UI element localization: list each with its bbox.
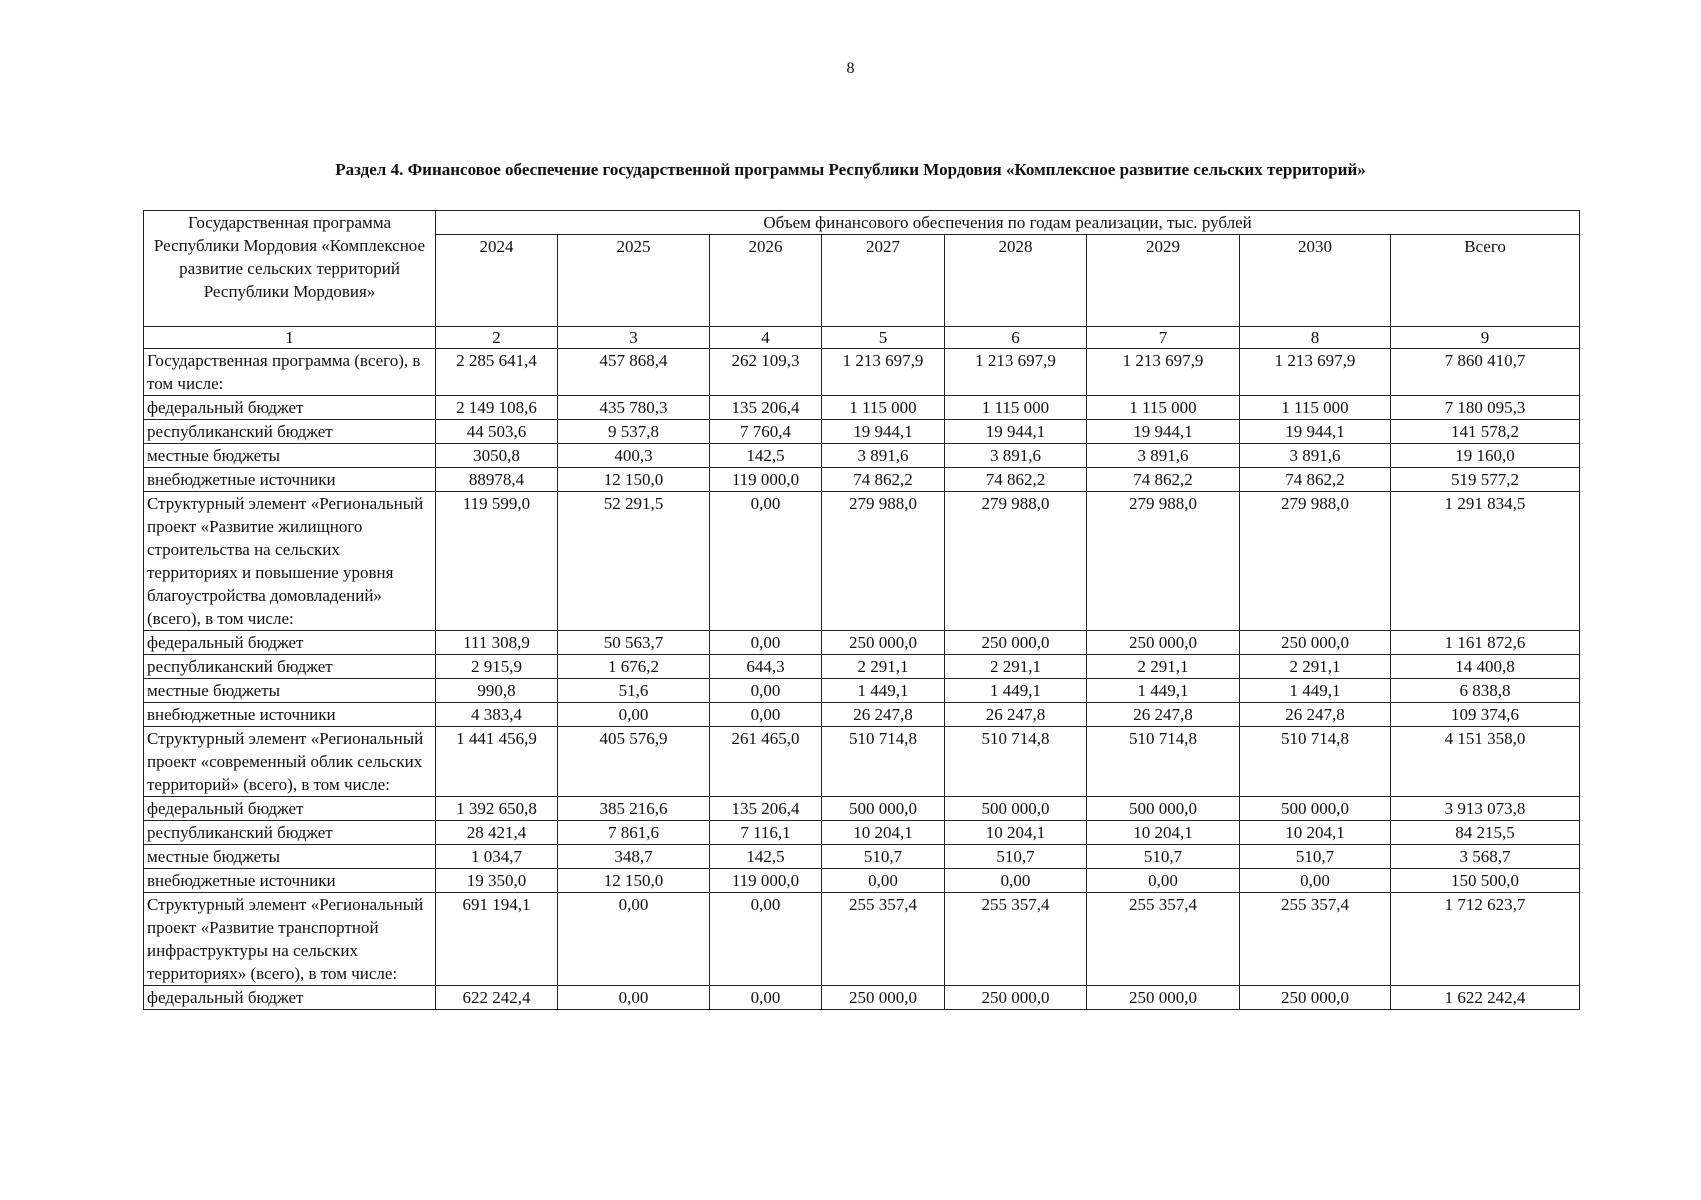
value-cell: 0,00 <box>710 986 822 1010</box>
value-cell: 400,3 <box>558 444 710 468</box>
value-cell: 10 204,1 <box>945 821 1087 845</box>
value-cell: 4 151 358,0 <box>1391 727 1580 797</box>
value-cell: 500 000,0 <box>822 797 945 821</box>
value-cell: 1 115 000 <box>822 396 945 420</box>
value-cell: 1 449,1 <box>822 679 945 703</box>
value-cell: 0,00 <box>710 679 822 703</box>
row-label: федеральный бюджет <box>144 631 436 655</box>
value-cell: 250 000,0 <box>1087 631 1240 655</box>
value-cell: 1 161 872,6 <box>1391 631 1580 655</box>
value-cell: 109 374,6 <box>1391 703 1580 727</box>
value-cell: 150 500,0 <box>1391 869 1580 893</box>
row-label: федеральный бюджет <box>144 797 436 821</box>
value-cell: 119 599,0 <box>436 492 558 631</box>
value-cell: 0,00 <box>710 703 822 727</box>
value-cell: 990,8 <box>436 679 558 703</box>
year-header: 2026 <box>710 235 822 327</box>
column-number: 9 <box>1391 327 1580 349</box>
value-cell: 255 357,4 <box>1240 893 1391 986</box>
value-cell: 6 838,8 <box>1391 679 1580 703</box>
table-row <box>144 349 1580 396</box>
value-cell: 261 465,0 <box>710 727 822 797</box>
value-cell: 74 862,2 <box>1087 468 1240 492</box>
value-cell: 0,00 <box>710 492 822 631</box>
value-cell: 1 034,7 <box>436 845 558 869</box>
value-cell: 1 392 650,8 <box>436 797 558 821</box>
value-cell: 250 000,0 <box>1240 631 1391 655</box>
row-label: внебюджетные источники <box>144 468 436 492</box>
value-cell: 2 285 641,4 <box>436 349 558 396</box>
value-cell: 691 194,1 <box>436 893 558 986</box>
value-cell: 510,7 <box>1087 845 1240 869</box>
value-cell: 250 000,0 <box>1240 986 1391 1010</box>
value-cell: 135 206,4 <box>710 797 822 821</box>
value-cell: 2 291,1 <box>822 655 945 679</box>
row-label: республиканский бюджет <box>144 655 436 679</box>
financing-table <box>143 210 1580 1010</box>
value-cell: 435 780,3 <box>558 396 710 420</box>
value-cell: 3 891,6 <box>945 444 1087 468</box>
value-cell: 12 150,0 <box>558 869 710 893</box>
section-title: Раздел 4. Финансовое обеспечение государственной программы Республики Мордовия «Комплексное развитие сельских территорий» <box>335 160 1366 179</box>
row-label: федеральный бюджет <box>144 986 436 1010</box>
year-header: 2029 <box>1087 235 1240 327</box>
value-cell: 2 291,1 <box>1087 655 1240 679</box>
value-cell: 510 714,8 <box>822 727 945 797</box>
row-label: Государственная программа (всего), в том числе: <box>144 349 436 396</box>
value-cell: 84 215,5 <box>1391 821 1580 845</box>
row-label: республиканский бюджет <box>144 420 436 444</box>
column-number-row <box>144 327 1580 349</box>
table-row <box>144 396 1580 420</box>
value-cell: 0,00 <box>945 869 1087 893</box>
year-header: 2024 <box>436 235 558 327</box>
table-row <box>144 631 1580 655</box>
value-cell: 1 712 623,7 <box>1391 893 1580 986</box>
column-number: 7 <box>1087 327 1240 349</box>
value-cell: 385 216,6 <box>558 797 710 821</box>
value-cell: 1 449,1 <box>1087 679 1240 703</box>
value-cell: 19 944,1 <box>945 420 1087 444</box>
value-cell: 7 760,4 <box>710 420 822 444</box>
value-cell: 1 115 000 <box>1087 396 1240 420</box>
value-cell: 12 150,0 <box>558 468 710 492</box>
value-cell: 26 247,8 <box>1240 703 1391 727</box>
value-cell: 1 622 242,4 <box>1391 986 1580 1010</box>
value-cell: 1 213 697,9 <box>945 349 1087 396</box>
table-row <box>144 655 1580 679</box>
value-cell: 1 441 456,9 <box>436 727 558 797</box>
value-cell: 262 109,3 <box>710 349 822 396</box>
table-row <box>144 821 1580 845</box>
value-cell: 119 000,0 <box>710 468 822 492</box>
column-number: 2 <box>436 327 558 349</box>
table-row <box>144 727 1580 797</box>
value-cell: 26 247,8 <box>945 703 1087 727</box>
value-cell: 111 308,9 <box>436 631 558 655</box>
volume-header: Объем финансового обеспечения по годам реализации, тыс. рублей <box>436 211 1580 235</box>
value-cell: 279 988,0 <box>1240 492 1391 631</box>
value-cell: 348,7 <box>558 845 710 869</box>
row-label: внебюджетные источники <box>144 869 436 893</box>
column-number: 4 <box>710 327 822 349</box>
value-cell: 7 116,1 <box>710 821 822 845</box>
row-label: местные бюджеты <box>144 679 436 703</box>
value-cell: 7 860 410,7 <box>1391 349 1580 396</box>
year-header: 2025 <box>558 235 710 327</box>
value-cell: 279 988,0 <box>945 492 1087 631</box>
value-cell: 19 944,1 <box>822 420 945 444</box>
value-cell: 1 213 697,9 <box>1087 349 1240 396</box>
value-cell: 119 000,0 <box>710 869 822 893</box>
table-row <box>144 468 1580 492</box>
value-cell: 2 291,1 <box>1240 655 1391 679</box>
value-cell: 510,7 <box>822 845 945 869</box>
value-cell: 500 000,0 <box>1240 797 1391 821</box>
value-cell: 7 861,6 <box>558 821 710 845</box>
value-cell: 1 449,1 <box>945 679 1087 703</box>
value-cell: 510 714,8 <box>945 727 1087 797</box>
table-row <box>144 869 1580 893</box>
value-cell: 250 000,0 <box>1087 986 1240 1010</box>
table-row <box>144 444 1580 468</box>
value-cell: 10 204,1 <box>1240 821 1391 845</box>
value-cell: 44 503,6 <box>436 420 558 444</box>
table-row <box>144 492 1580 631</box>
value-cell: 4 383,4 <box>436 703 558 727</box>
value-cell: 255 357,4 <box>945 893 1087 986</box>
row-label: республиканский бюджет <box>144 821 436 845</box>
column-number: 3 <box>558 327 710 349</box>
value-cell: 142,5 <box>710 845 822 869</box>
value-cell: 0,00 <box>558 893 710 986</box>
value-cell: 135 206,4 <box>710 396 822 420</box>
value-cell: 19 350,0 <box>436 869 558 893</box>
value-cell: 1 676,2 <box>558 655 710 679</box>
value-cell: 622 242,4 <box>436 986 558 1010</box>
value-cell: 10 204,1 <box>822 821 945 845</box>
value-cell: 1 213 697,9 <box>822 349 945 396</box>
table-body <box>144 349 1580 1010</box>
value-cell: 0,00 <box>710 631 822 655</box>
value-cell: 1 449,1 <box>1240 679 1391 703</box>
value-cell: 1 213 697,9 <box>1240 349 1391 396</box>
value-cell: 510 714,8 <box>1087 727 1240 797</box>
value-cell: 14 400,8 <box>1391 655 1580 679</box>
year-header: 2030 <box>1240 235 1391 327</box>
row-label: внебюджетные источники <box>144 703 436 727</box>
year-header: Всего <box>1391 235 1580 327</box>
value-cell: 9 537,8 <box>558 420 710 444</box>
value-cell: 3050,8 <box>436 444 558 468</box>
table-row <box>144 845 1580 869</box>
year-header: 2027 <box>822 235 945 327</box>
value-cell: 74 862,2 <box>1240 468 1391 492</box>
value-cell: 1 115 000 <box>945 396 1087 420</box>
table-row <box>144 893 1580 986</box>
value-cell: 250 000,0 <box>945 986 1087 1010</box>
page-number: 8 <box>846 60 855 77</box>
value-cell: 0,00 <box>558 703 710 727</box>
value-cell: 3 891,6 <box>822 444 945 468</box>
value-cell: 19 944,1 <box>1240 420 1391 444</box>
value-cell: 3 891,6 <box>1087 444 1240 468</box>
row-label: местные бюджеты <box>144 444 436 468</box>
value-cell: 141 578,2 <box>1391 420 1580 444</box>
value-cell: 255 357,4 <box>822 893 945 986</box>
value-cell: 51,6 <box>558 679 710 703</box>
row-label: местные бюджеты <box>144 845 436 869</box>
value-cell: 2 291,1 <box>945 655 1087 679</box>
program-column-header: Государственная программа Республики Мордовия «Комплексное развитие сельских территорий Республики Мордовия» <box>144 211 436 327</box>
column-number: 6 <box>945 327 1087 349</box>
value-cell: 644,3 <box>710 655 822 679</box>
value-cell: 405 576,9 <box>558 727 710 797</box>
value-cell: 0,00 <box>710 893 822 986</box>
table-row <box>144 986 1580 1010</box>
value-cell: 0,00 <box>1087 869 1240 893</box>
value-cell: 1 115 000 <box>1240 396 1391 420</box>
value-cell: 500 000,0 <box>1087 797 1240 821</box>
table-row <box>144 703 1580 727</box>
value-cell: 3 913 073,8 <box>1391 797 1580 821</box>
value-cell: 74 862,2 <box>945 468 1087 492</box>
value-cell: 3 568,7 <box>1391 845 1580 869</box>
value-cell: 50 563,7 <box>558 631 710 655</box>
table-row <box>144 420 1580 444</box>
value-cell: 7 180 095,3 <box>1391 396 1580 420</box>
value-cell: 279 988,0 <box>1087 492 1240 631</box>
value-cell: 2 915,9 <box>436 655 558 679</box>
value-cell: 19 944,1 <box>1087 420 1240 444</box>
value-cell: 510 714,8 <box>1240 727 1391 797</box>
table-row <box>144 797 1580 821</box>
column-number: 1 <box>144 327 436 349</box>
column-number: 5 <box>822 327 945 349</box>
value-cell: 0,00 <box>822 869 945 893</box>
value-cell: 0,00 <box>558 986 710 1010</box>
row-label: Структурный элемент «Региональный проект «Развитие жилищного строительства на сельских территориях и повышение уровня благоустройства домовладений» (всего), в том числе: <box>144 492 436 631</box>
value-cell: 510,7 <box>1240 845 1391 869</box>
row-label: Структурный элемент «Региональный проект «современный облик сельских территорий» (всего), в том числе: <box>144 727 436 797</box>
value-cell: 250 000,0 <box>945 631 1087 655</box>
value-cell: 500 000,0 <box>945 797 1087 821</box>
value-cell: 519 577,2 <box>1391 468 1580 492</box>
value-cell: 88978,4 <box>436 468 558 492</box>
value-cell: 26 247,8 <box>822 703 945 727</box>
value-cell: 457 868,4 <box>558 349 710 396</box>
table-row <box>144 679 1580 703</box>
year-header: 2028 <box>945 235 1087 327</box>
value-cell: 250 000,0 <box>822 631 945 655</box>
value-cell: 1 291 834,5 <box>1391 492 1580 631</box>
value-cell: 74 862,2 <box>822 468 945 492</box>
value-cell: 255 357,4 <box>1087 893 1240 986</box>
value-cell: 3 891,6 <box>1240 444 1391 468</box>
value-cell: 0,00 <box>1240 869 1391 893</box>
value-cell: 26 247,8 <box>1087 703 1240 727</box>
value-cell: 510,7 <box>945 845 1087 869</box>
value-cell: 52 291,5 <box>558 492 710 631</box>
row-label: Структурный элемент «Региональный проект «Развитие транспортной инфраструктуры на сельских территориях» (всего), в том числе: <box>144 893 436 986</box>
value-cell: 250 000,0 <box>822 986 945 1010</box>
value-cell: 142,5 <box>710 444 822 468</box>
value-cell: 10 204,1 <box>1087 821 1240 845</box>
value-cell: 28 421,4 <box>436 821 558 845</box>
value-cell: 19 160,0 <box>1391 444 1580 468</box>
column-number: 8 <box>1240 327 1391 349</box>
value-cell: 2 149 108,6 <box>436 396 558 420</box>
value-cell: 279 988,0 <box>822 492 945 631</box>
row-label: федеральный бюджет <box>144 396 436 420</box>
